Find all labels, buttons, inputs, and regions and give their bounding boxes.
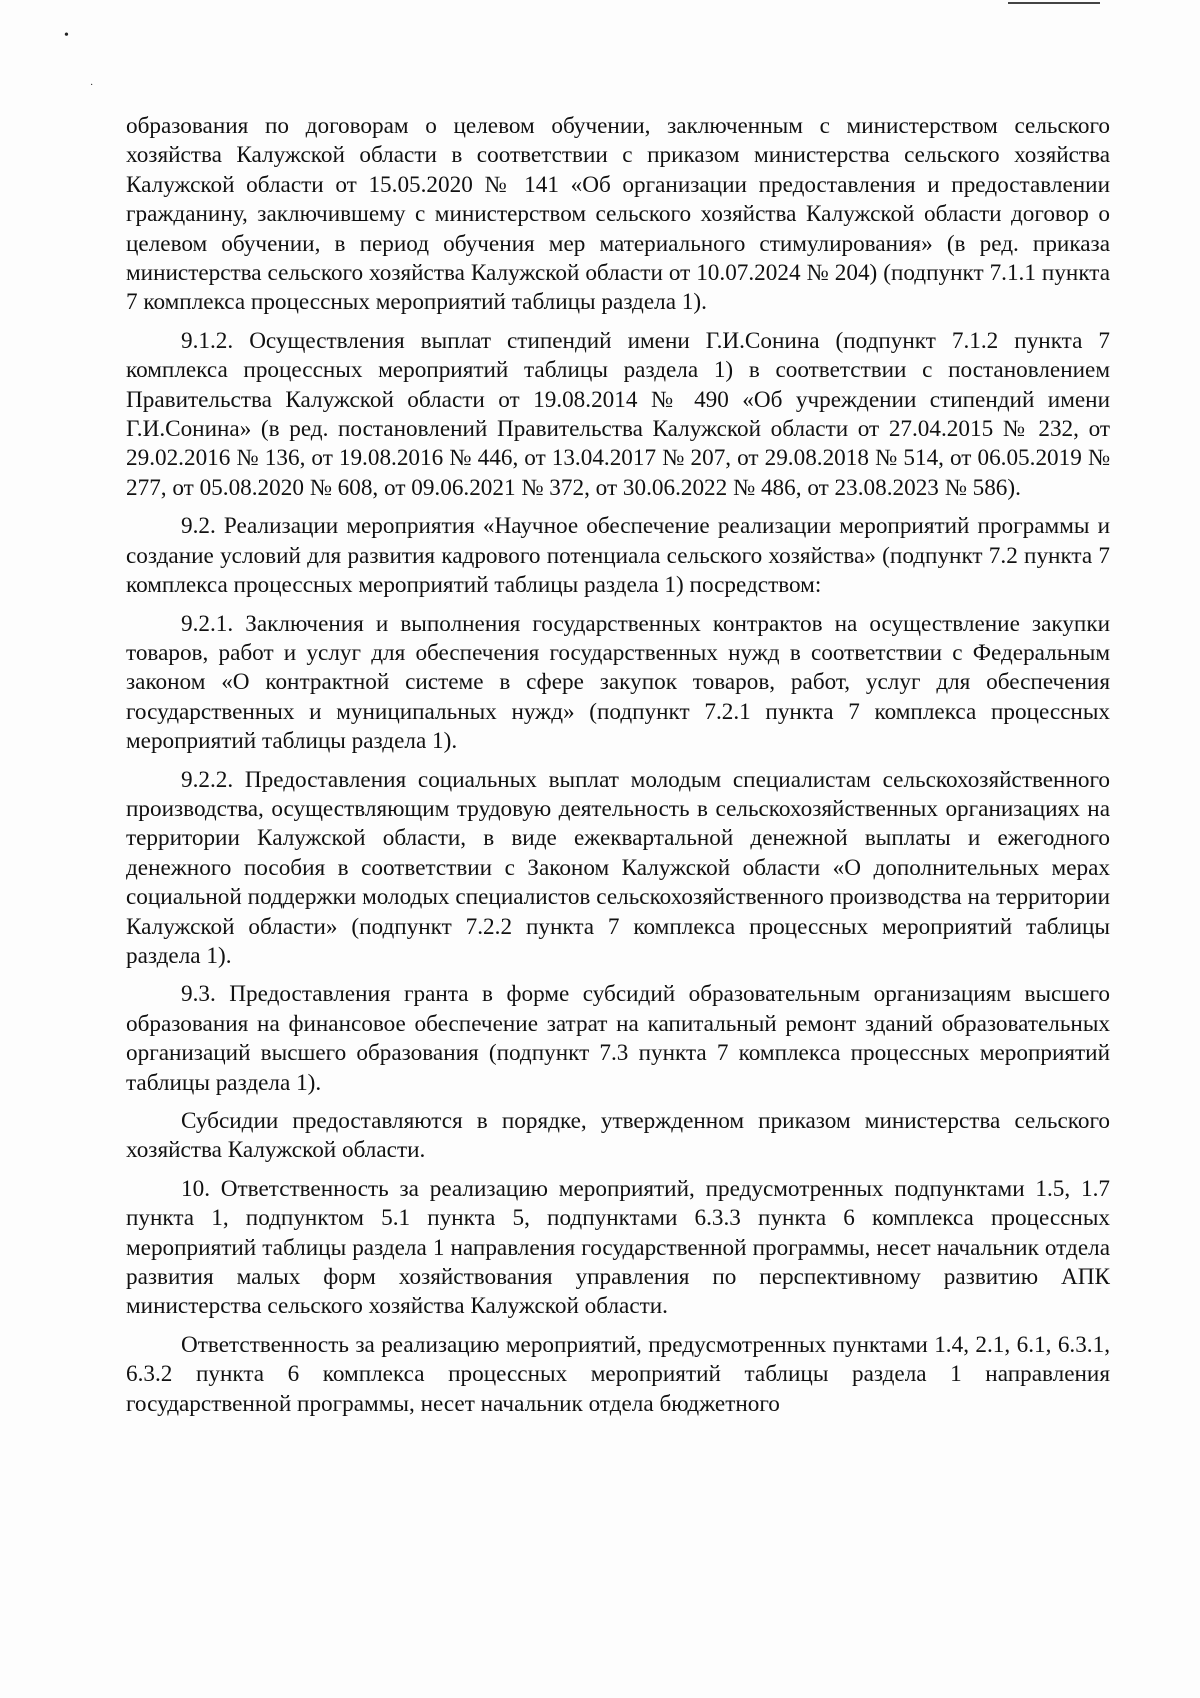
- paragraph-10: 10. Ответственность за реализацию мероприятий, предусмотренных подпунктами 1.5, 1.7 пункта 1, подпунктом 5.1 пункта 5, подпунктами 6.3.3 пункта 6 комплекса процессных мероприятий таблицы раздела 1 направления государственной программы, несет начальник отдела развития малых форм хозяйствования управления по перспективному развитию АПК министерства сельского хозяйства Калужской области.: [126, 1175, 1110, 1320]
- paragraph-9-1-2: 9.1.2. Осуществления выплат стипендий имени Г.И.Сонина (подпункт 7.1.2 пункта 7 комплекса процессных мероприятий таблицы раздела 1) в соответствии с постановлением Правительства Калужской области от 19.08.2014 № 490 «Об учреждении стипендий имени Г.И.Сонина» (в ред. постановлений Правительства Калужской области от 27.04.2015 № 232, от 29.02.2016 № 136, от 19.08.2016 № 446, от 13.04.2017 № 207, от 29.08.2018 № 514, от 06.05.2019 № 277, от 05.08.2020 № 608, от 09.06.2021 № 372, от 30.06.2022 № 486, от 23.08.2023 № 586).: [126, 327, 1110, 501]
- paragraph-subsidies: Субсидии предоставляются в порядке, утвержденном приказом министерства сельского хозяйства Калужской области.: [126, 1108, 1110, 1164]
- scan-speck: ·: [90, 80, 94, 91]
- paragraph-responsibility: Ответственность за реализацию мероприятий, предусмотренных пунктами 1.4, 2.1, 6.1, 6.3.1, 6.3.2 пункта 6 комплекса процессных мероприятий таблицы раздела 1 направления государственной программы, несет начальник отдела бюджетного: [126, 1331, 1110, 1417]
- paragraph-9-2-1: 9.2.1. Заключения и выполнения государственных контрактов на осуществление закупки товаров, работ и услуг для обеспечения государственных нужд в соответствии с Федеральным законом «О контрактной системе в сфере закупок товаров, работ, услуг для обеспечения государственных и муниципальных нужд» (подпункт 7.2.1 пункта 7 комплекса процессных мероприятий таблицы раздела 1).: [126, 610, 1110, 755]
- scan-artifact-rule: [1008, 2, 1100, 4]
- paragraph-continuation: образования по договорам о целевом обучении, заключенным с министерством сельского хозяйства Калужской области в соответствии с приказом министерства сельского хозяйства Калужской области от 15.05.2020 № 141 «Об организации предоставления и предоставлении гражданину, заключившему с министерством сельского хозяйства Калужской области договор о целевом обучении, в период обучения мер материального стимулирования» (в ред. приказа министерства сельского хозяйства Калужской области от 10.07.2024 № 204) (подпункт 7.1.1 пункта 7 комплекса процессных мероприятий таблицы раздела 1).: [126, 113, 1110, 316]
- scan-speck: •: [64, 28, 69, 43]
- document-body: [126, 112, 1110, 1428]
- paragraph-9-2: 9.2. Реализации мероприятия «Научное обеспечение реализации мероприятий программы и создание условий для развития кадрового потенциала сельского хозяйства» (подпункт 7.2 пункта 7 комплекса процессных мероприятий таблицы раздела 1) посредством:: [126, 513, 1110, 599]
- paragraph-9-3: 9.3. Предоставления гранта в форме субсидий образовательным организациям высшего образования на финансовое обеспечение затрат на капитальный ремонт зданий образовательных организаций высшего образования (подпункт 7.3 пункта 7 комплекса процессных мероприятий таблицы раздела 1).: [126, 981, 1110, 1096]
- paragraph-9-2-2: 9.2.2. Предоставления социальных выплат молодым специалистам сельскохозяйственного производства, осуществляющим трудовую деятельность в сельскохозяйственных организациях на территории Калужской области, в виде ежеквартальной денежной выплаты и ежегодного денежного пособия в соответствии с Законом Калужской области «О дополнительных мерах социальной поддержки молодых специалистов сельскохозяйственного производства на территории Калужской области» (подпункт 7.2.2 пункта 7 комплекса процессных мероприятий таблицы раздела 1).: [126, 766, 1110, 969]
